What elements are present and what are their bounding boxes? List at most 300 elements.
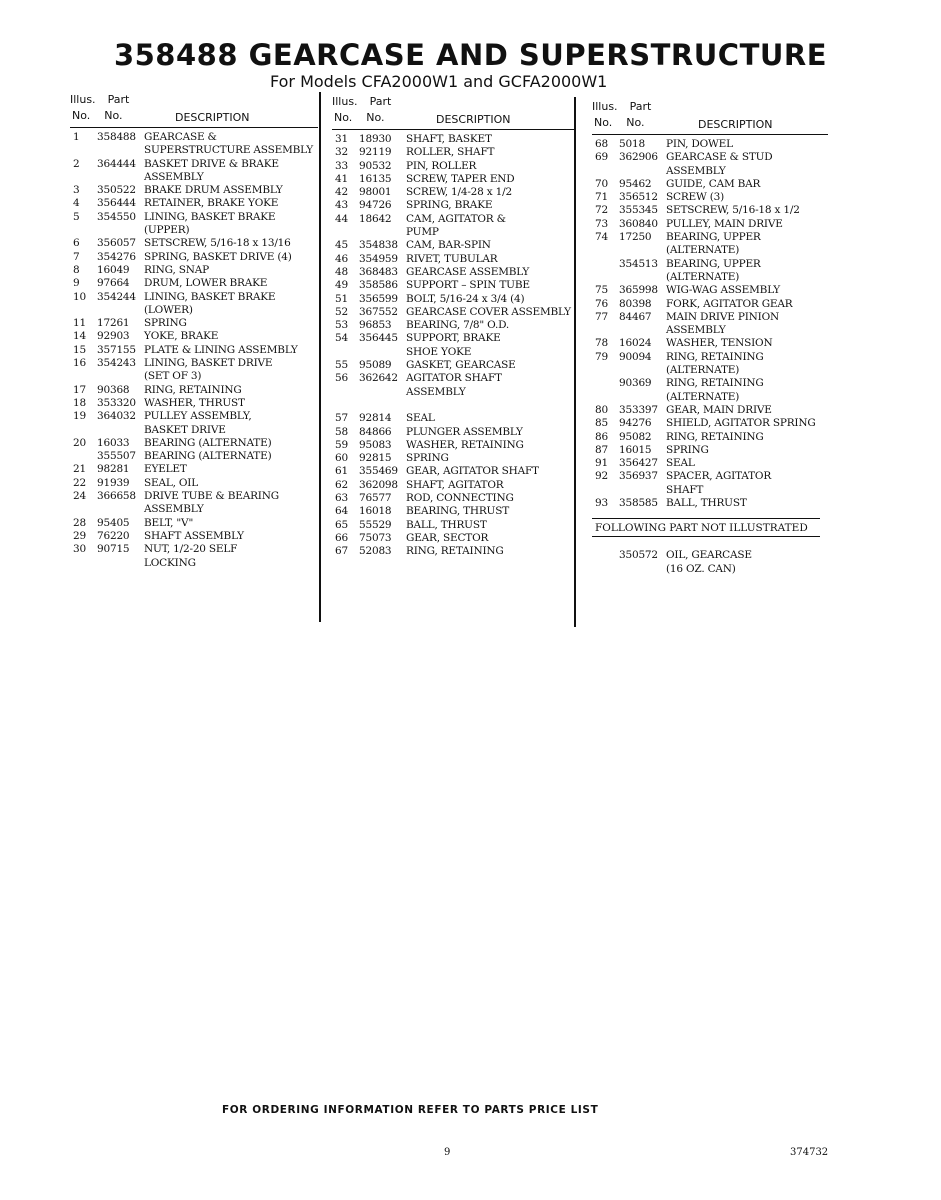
part-number: 84467 (619, 310, 652, 323)
part-description (666, 404, 828, 417)
header-no: No. (594, 116, 613, 129)
description-line: RING, SNAP (144, 263, 209, 276)
part-description (666, 231, 828, 258)
table-row (70, 158, 318, 185)
part-number: 355345 (619, 204, 658, 217)
parts-column-3 (592, 100, 828, 576)
description-line: LINING, BASKET BRAKE (144, 290, 276, 303)
description-line: SEAL (666, 457, 695, 470)
part-description (406, 213, 574, 240)
part-description (144, 517, 318, 530)
description-line: SPACER, AGITATOR (666, 470, 772, 483)
part-description (144, 477, 318, 490)
part-description (666, 138, 828, 151)
part-number: 354513 (619, 257, 658, 270)
part-number: 92814 (359, 412, 392, 425)
part-description (666, 431, 828, 444)
header-no: No. (104, 109, 123, 122)
part-number: 52083 (359, 545, 392, 558)
description-line: SPRING (406, 452, 449, 465)
illus-number: 5 (73, 210, 80, 223)
part-description (406, 279, 574, 292)
table-row (70, 410, 318, 437)
illus-number (592, 258, 619, 285)
description-line: BEARING, THRUST (406, 505, 510, 518)
part-number: 354838 (359, 239, 398, 252)
description-line: DRUM, LOWER BRAKE (144, 277, 268, 290)
part-description (144, 330, 318, 343)
part-number: 92815 (359, 452, 392, 465)
illus-number: 63 (335, 492, 348, 505)
part-number: 76577 (359, 492, 392, 505)
illus-number (592, 377, 619, 404)
column-divider (319, 92, 321, 622)
part-description (666, 417, 828, 430)
part-description (144, 184, 318, 197)
part-number: 95083 (359, 438, 392, 451)
part-description (666, 497, 828, 510)
table-row (592, 549, 828, 576)
header-no: No. (72, 109, 91, 122)
description-line: NUT, 1/2-20 SELF (144, 543, 238, 556)
description-line: BASKET DRIVE & BRAKE (144, 157, 279, 170)
part-number: 356057 (97, 237, 136, 250)
illus-number: 29 (73, 529, 86, 542)
table-row (70, 251, 318, 264)
part-description (406, 293, 574, 306)
table-row (592, 431, 828, 444)
part-number: 356599 (359, 292, 398, 305)
part-number: 90532 (359, 159, 392, 172)
description-line: GEAR, SECTOR (406, 531, 489, 544)
table-row (70, 211, 318, 238)
part-description (406, 306, 574, 319)
part-number: 350522 (97, 184, 136, 197)
description-line: GEAR, MAIN DRIVE (666, 403, 772, 416)
table-row (332, 505, 574, 518)
parts-table (70, 128, 318, 570)
description-line: BELT, "V" (144, 516, 194, 529)
table-row (70, 477, 318, 490)
part-description (144, 410, 318, 437)
part-description (406, 332, 574, 359)
part-number: 16018 (359, 505, 392, 518)
part-number: 354550 (97, 210, 136, 223)
part-description (406, 532, 574, 545)
part-description (144, 450, 318, 463)
part-number: 355469 (359, 465, 398, 478)
illus-number: 2 (73, 157, 80, 170)
description-line: PULLEY, MAIN DRIVE (666, 217, 783, 230)
part-description (144, 264, 318, 277)
header-illus-part (332, 95, 391, 108)
illus-number: 61 (335, 465, 348, 478)
part-description (666, 311, 828, 338)
part-description (406, 319, 574, 332)
description-line: (16 OZ. CAN) (666, 562, 736, 575)
table-row (70, 517, 318, 530)
part-description (144, 344, 318, 357)
description-line: GUIDE, CAM BAR (666, 177, 761, 190)
parts-table (592, 135, 828, 510)
part-number: 95089 (359, 359, 392, 372)
page-number: 9 (444, 1147, 451, 1158)
part-number: 18930 (359, 133, 392, 145)
illus-number: 77 (595, 310, 608, 323)
illus-number: 3 (73, 184, 80, 197)
header-description: DESCRIPTION (175, 111, 250, 124)
part-number: 16135 (359, 172, 392, 185)
part-number: 18642 (359, 212, 392, 225)
part-description (406, 545, 574, 558)
illus-number: 51 (335, 292, 348, 305)
description-line: SHAFT (666, 483, 704, 496)
illus-number: 6 (73, 237, 80, 250)
table-row (592, 470, 828, 497)
part-description (666, 178, 828, 191)
description-line: OIL, GEARCASE (666, 549, 752, 562)
illus-number: 17 (73, 383, 86, 396)
part-description (406, 519, 574, 532)
description-line: SHAFT, BASKET (406, 133, 492, 145)
header-part: Part (107, 93, 130, 106)
part-number: 92903 (97, 330, 130, 343)
header-illus: Illus. (70, 93, 96, 106)
illus-number: 46 (335, 252, 348, 265)
table-row (332, 479, 574, 492)
part-number: 354959 (359, 252, 398, 265)
illus-number: 20 (73, 436, 86, 449)
part-number: 356445 (359, 332, 398, 345)
description-line: SUPPORT – SPIN TUBE (406, 279, 530, 292)
description-line: AGITATOR SHAFT (406, 372, 502, 385)
description-line: SETSCREW, 5/16-18 x 1/2 (666, 204, 800, 217)
illus-number: 43 (335, 199, 348, 212)
illus-number: 68 (595, 138, 608, 150)
part-description (144, 131, 318, 158)
illus-number: 66 (335, 531, 348, 544)
description-line: (UPPER) (144, 224, 190, 237)
part-number: 354276 (97, 250, 136, 263)
table-row (592, 204, 828, 217)
part-description (144, 530, 318, 543)
header-illus-part (70, 93, 129, 106)
parts-column-2 (332, 95, 574, 559)
description-line: (ALTERNATE) (666, 390, 740, 403)
part-description (406, 465, 574, 478)
description-line: BASKET DRIVE (144, 423, 226, 436)
header-description: DESCRIPTION (436, 113, 511, 126)
description-line: GASKET, GEARCASE (406, 359, 516, 372)
illus-number: 52 (335, 305, 348, 318)
table-row (332, 532, 574, 545)
description-line: SETSCREW, 5/16-18 x 13/16 (144, 237, 291, 250)
table-row (70, 357, 318, 384)
illus-number: 44 (335, 212, 348, 225)
description-line: SPRING, BASKET DRIVE (4) (144, 250, 292, 263)
table-row (592, 311, 828, 338)
illus-number: 42 (335, 186, 348, 199)
description-line: SUPERSTRUCTURE ASSEMBLY (144, 144, 313, 157)
table-row (70, 384, 318, 397)
illus-number: 85 (595, 417, 608, 430)
table-row (592, 178, 828, 191)
part-description (144, 197, 318, 210)
illus-number: 80 (595, 403, 608, 416)
description-line: RING, RETAINING (406, 545, 504, 558)
description-line: SPRING (666, 443, 709, 456)
illus-number: 16 (73, 357, 86, 370)
illus-number: 1 (73, 131, 80, 143)
page-subtitle: For Models CFA2000W1 and GCFA2000W1 (270, 72, 608, 91)
part-description (406, 412, 574, 425)
part-number: 358586 (359, 279, 398, 292)
description-line: RETAINER, BRAKE YOKE (144, 197, 279, 210)
part-description (406, 359, 574, 372)
illus-number: 33 (335, 159, 348, 172)
illus-number: 48 (335, 265, 348, 278)
description-line: SHAFT, AGITATOR (406, 478, 504, 491)
table-row (592, 377, 828, 404)
header-no-no (594, 116, 645, 129)
description-line: (LOWER) (144, 303, 193, 316)
description-line: GEARCASE & STUD (666, 151, 773, 164)
part-description (406, 239, 574, 252)
part-number: 75073 (359, 531, 392, 544)
header-no-no (72, 109, 123, 122)
illus-number: 92 (595, 470, 608, 483)
description-line: RING, RETAINING (144, 383, 242, 396)
description-line: RIVET, TUBULAR (406, 252, 498, 265)
part-number: 94726 (359, 199, 392, 212)
table-row (70, 184, 318, 197)
part-number: 355507 (97, 450, 136, 463)
table-row (70, 291, 318, 318)
table-row (332, 372, 574, 399)
description-line: WIG-WAG ASSEMBLY (666, 284, 781, 297)
part-description (406, 173, 574, 186)
table-row (332, 279, 574, 292)
table-row (332, 293, 574, 306)
part-description (144, 397, 318, 410)
table-row (592, 497, 828, 510)
part-number: 356937 (619, 470, 658, 483)
parts-column-1 (70, 93, 318, 570)
table-row (592, 231, 828, 258)
part-number: 364444 (97, 157, 136, 170)
part-description (666, 218, 828, 231)
header-illus: Illus. (592, 100, 618, 113)
table-row (332, 492, 574, 505)
part-number: 364032 (97, 410, 136, 423)
part-number: 84866 (359, 425, 392, 438)
description-line: ASSEMBLY (144, 503, 204, 516)
table-row (332, 266, 574, 279)
illus-number: 41 (335, 172, 348, 185)
table-row (70, 437, 318, 450)
description-line: ASSEMBLY (144, 170, 204, 183)
description-line: WASHER, TENSION (666, 337, 773, 350)
header-description: DESCRIPTION (698, 118, 773, 131)
description-line: LINING, BASKET BRAKE (144, 210, 276, 223)
part-number: 356512 (619, 191, 658, 204)
description-line: RING, RETAINING (666, 377, 764, 390)
part-description (144, 158, 318, 185)
description-line: (ALTERNATE) (666, 364, 740, 377)
illus-number: 10 (73, 290, 86, 303)
description-line: SUPPORT, BRAKE (406, 332, 501, 345)
part-description (406, 186, 574, 199)
table-row (592, 337, 828, 350)
table-row (592, 151, 828, 178)
illus-number: 9 (73, 277, 80, 290)
table-row (332, 173, 574, 186)
table-row (70, 277, 318, 290)
illus-number: 49 (335, 279, 348, 292)
table-row (332, 439, 574, 452)
illus-number: 59 (335, 438, 348, 451)
description-line: SHIELD, AGITATOR SPRING (666, 417, 816, 430)
part-number: 96853 (359, 319, 392, 332)
description-line: ASSEMBLY (406, 385, 466, 398)
illus-number: 24 (73, 490, 86, 503)
part-number: 90369 (619, 377, 652, 390)
description-line: SEAL (406, 412, 435, 425)
table-row (332, 186, 574, 199)
part-number: 353320 (97, 396, 136, 409)
part-number: 354243 (97, 357, 136, 370)
part-number: 350572 (619, 549, 658, 562)
table-row (332, 465, 574, 478)
description-line: LOCKING (144, 556, 196, 569)
table-row (332, 306, 574, 319)
header-no: No. (366, 111, 385, 124)
table-row (70, 450, 318, 463)
table-row (70, 131, 318, 158)
part-description (144, 463, 318, 476)
description-line: CAM, AGITATOR & (406, 212, 506, 225)
description-line: BEARING, 7/8" O.D. (406, 319, 510, 332)
illus-number: 7 (73, 250, 80, 263)
table-row (70, 543, 318, 570)
illus-number: 64 (335, 505, 348, 518)
table-row (332, 332, 574, 359)
description-line: WASHER, THRUST (144, 396, 245, 409)
table-row (70, 317, 318, 330)
column-header (332, 95, 574, 130)
illus-number: 67 (335, 545, 348, 558)
part-description (144, 543, 318, 570)
part-number: 95462 (619, 177, 652, 190)
description-line: PULLEY ASSEMBLY, (144, 410, 252, 423)
part-number: 362098 (359, 478, 398, 491)
description-line: SCREW, TAPER END (406, 172, 515, 185)
description-line: SPRING, BRAKE (406, 199, 493, 212)
description-line: RING, RETAINING (666, 350, 764, 363)
part-description (666, 470, 828, 497)
description-line: (ALTERNATE) (666, 270, 740, 283)
part-number: 95405 (97, 516, 130, 529)
table-row (332, 199, 574, 212)
table-row (70, 344, 318, 357)
illus-number: 53 (335, 319, 348, 332)
table-row (592, 191, 828, 204)
table-row (332, 160, 574, 173)
description-line: EYELET (144, 463, 187, 476)
column-header (70, 93, 318, 128)
illus-number: 71 (595, 191, 608, 204)
header-illus-part (592, 100, 651, 113)
description-line: BEARING, UPPER (666, 231, 761, 244)
description-line: BEARING (ALTERNATE) (144, 436, 272, 449)
illus-number: 76 (595, 297, 608, 310)
table-row (332, 412, 574, 425)
illus-number: 8 (73, 263, 80, 276)
part-description (406, 492, 574, 505)
illus-number: 75 (595, 284, 608, 297)
part-number: 362642 (359, 372, 398, 385)
part-description (406, 426, 574, 439)
ordering-note: FOR ORDERING INFORMATION REFER TO PARTS PRICE LIST (222, 1104, 599, 1116)
part-number: 366658 (97, 490, 136, 503)
illus-number: 65 (335, 518, 348, 531)
description-line: BALL, THRUST (406, 518, 487, 531)
illus-number: 73 (595, 217, 608, 230)
illus-number: 93 (595, 497, 608, 510)
part-number: 353397 (619, 403, 658, 416)
part-description (406, 266, 574, 279)
part-number: 17261 (97, 317, 130, 330)
spacer (332, 399, 574, 412)
description-line: GEARCASE COVER ASSEMBLY (406, 305, 571, 318)
header-no: No. (626, 116, 645, 129)
part-number: 354244 (97, 290, 136, 303)
illus-number: 70 (595, 177, 608, 190)
part-description (666, 191, 828, 204)
description-line: LINING, BASKET DRIVE (144, 357, 273, 370)
illus-number: 15 (73, 343, 86, 356)
part-description (144, 251, 318, 264)
illus-number: 57 (335, 412, 348, 425)
illus-number: 91 (595, 457, 608, 470)
description-line: PUMP (406, 226, 439, 239)
description-line: YOKE, BRAKE (144, 330, 219, 343)
description-line: (SET OF 3) (144, 370, 202, 383)
illus-number: 60 (335, 452, 348, 465)
part-number: 90094 (619, 350, 652, 363)
part-number: 16015 (619, 443, 652, 456)
illus-number: 72 (595, 204, 608, 217)
illus-number: 55 (335, 359, 348, 372)
description-line: PIN, DOWEL (666, 138, 733, 150)
description-line: PLATE & LINING ASSEMBLY (144, 343, 298, 356)
part-description (666, 457, 828, 470)
description-line: SPRING (144, 317, 187, 330)
part-description (666, 298, 828, 311)
illus-number: 28 (73, 516, 86, 529)
part-description (406, 505, 574, 518)
description-line: SCREW (3) (666, 191, 725, 204)
part-description (406, 160, 574, 173)
part-description (666, 549, 828, 576)
illus-number: 19 (73, 410, 86, 423)
illus-number: 79 (595, 350, 608, 363)
description-line: WASHER, RETAINING (406, 438, 524, 451)
description-line: SEAL, OIL (144, 476, 199, 489)
header-illus: Illus. (332, 95, 358, 108)
description-line: SCREW, 1/4-28 x 1/2 (406, 186, 512, 199)
table-row (592, 138, 828, 151)
